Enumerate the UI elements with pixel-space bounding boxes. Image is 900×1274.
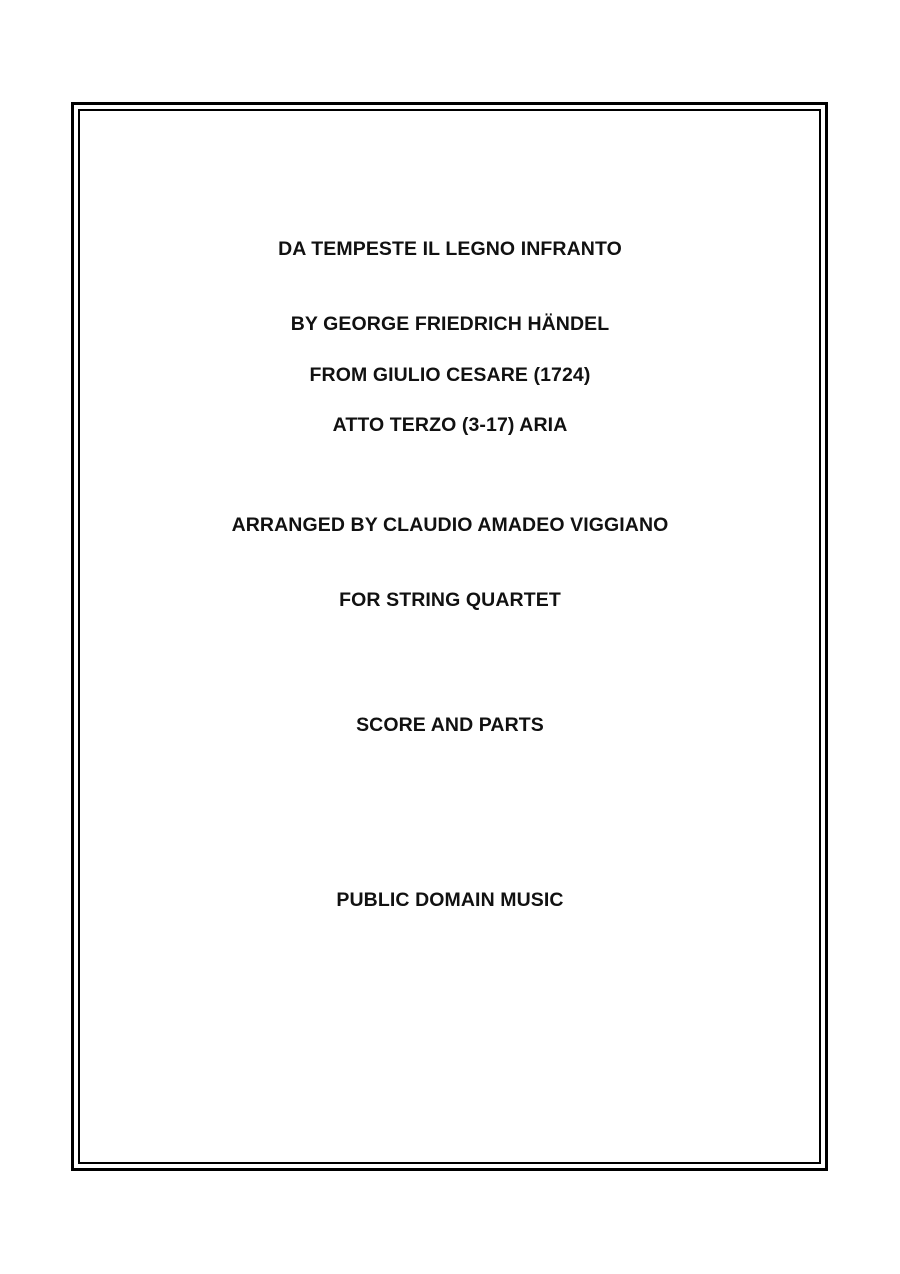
inner-frame-border [78,109,821,1164]
piece-title: DA TEMPESTE IL LEGNO INFRANTO [278,238,622,260]
license-line: PUBLIC DOMAIN MUSIC [336,889,564,911]
composer-line: BY GEORGE FRIEDRICH HÄNDEL [290,313,610,335]
source-work-line: FROM GIULIO CESARE (1724) [309,364,591,386]
act-aria-line: ATTO TERZO (3-17) ARIA [332,414,568,436]
arranger-line: ARRANGED BY CLAUDIO AMADEO VIGGIANO [231,514,669,536]
edition-line: SCORE AND PARTS [356,714,544,736]
instrumentation-line: FOR STRING QUARTET [339,589,561,611]
